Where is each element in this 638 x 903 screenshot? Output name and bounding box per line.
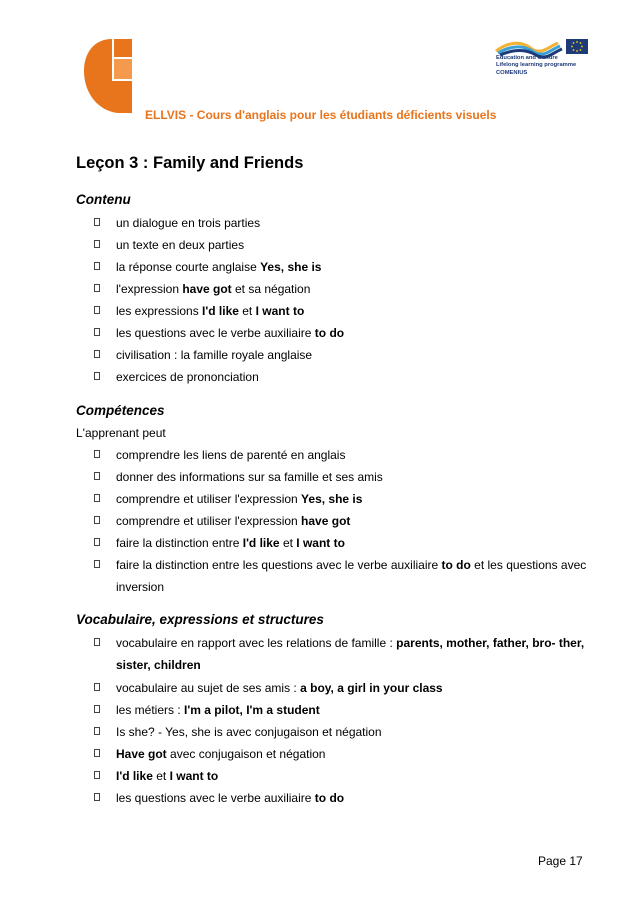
list-item-text xyxy=(116,699,592,721)
list-item xyxy=(94,466,592,488)
bullet-icon xyxy=(94,538,100,546)
list-item xyxy=(94,554,592,598)
bold-text: to do xyxy=(314,791,345,805)
text-run: Is she? - Yes, she is avec conjugaison et négation xyxy=(116,725,382,739)
list-item xyxy=(94,322,592,344)
bullet-icon xyxy=(94,284,100,292)
text-run: exercices de prononciation xyxy=(116,370,259,384)
text-run: les expressions xyxy=(116,304,203,318)
bullet-icon xyxy=(94,218,100,226)
list-item-text xyxy=(116,300,592,322)
bullet-icon xyxy=(94,328,100,336)
list-item xyxy=(94,256,592,278)
bullet-icon xyxy=(94,793,100,801)
list-item xyxy=(94,278,592,300)
bullet-icon xyxy=(94,727,100,735)
list-item-text xyxy=(116,278,592,300)
list-item-text xyxy=(116,322,592,344)
list-item-text xyxy=(116,366,592,388)
eu-line-3: COMENIUS xyxy=(496,69,528,76)
text-run: faire la distinction entre les questions avec le verbe auxiliaire xyxy=(116,558,442,572)
text-run: comprendre et utiliser l'expression xyxy=(116,492,302,506)
page-number: Page 17 xyxy=(538,854,583,868)
list-item xyxy=(94,743,592,765)
bullet-icon xyxy=(94,450,100,458)
list-item xyxy=(94,366,592,388)
bullet-icon xyxy=(94,372,100,380)
bold-text: I want to xyxy=(296,536,345,550)
text-run: un texte en deux parties xyxy=(116,238,245,252)
eu-line-2: Lifelong learning programme xyxy=(496,62,577,69)
text-run: comprendre les liens de parenté en anglais xyxy=(116,448,346,462)
text-run: la réponse courte anglaise xyxy=(116,260,261,274)
bold-text: I want to xyxy=(255,304,305,318)
list-item xyxy=(94,787,592,809)
list-item-text xyxy=(116,488,592,510)
text-run: les questions avec le verbe auxiliaire xyxy=(116,326,315,340)
list-item xyxy=(94,632,592,676)
bullet-icon xyxy=(94,472,100,480)
bullet-icon xyxy=(94,638,100,646)
text-run: faire la distinction entre xyxy=(116,536,243,550)
text-run: et xyxy=(152,769,170,783)
text-run: un dialogue en trois parties xyxy=(116,216,261,230)
list-item xyxy=(94,488,592,510)
bullet-icon xyxy=(94,494,100,502)
list-item xyxy=(94,510,592,532)
bold-text: I'd like xyxy=(116,769,153,783)
list-item-text xyxy=(116,532,592,554)
text-run: donner des informations sur sa famille et ses amis xyxy=(116,470,383,484)
bullet-icon xyxy=(94,705,100,713)
bullet-icon xyxy=(94,683,100,691)
list-item-text xyxy=(116,256,592,278)
bold-text: to do xyxy=(314,326,345,340)
text-run: comprendre et utiliser l'expression xyxy=(116,514,302,528)
text-run: les métiers : xyxy=(116,703,185,717)
list-item-text xyxy=(116,444,592,466)
text-run: avec conjugaison et négation xyxy=(166,747,326,761)
section-heading-competences: Compétences xyxy=(76,403,165,418)
ellvis-logo xyxy=(82,37,134,115)
text-run: et les questions avec inversion xyxy=(116,558,587,594)
bold-text: Yes, she is xyxy=(260,260,322,274)
list-item-text xyxy=(116,344,592,366)
list-item-text xyxy=(116,554,592,598)
list-item-text xyxy=(116,632,592,676)
bullet-icon xyxy=(94,771,100,779)
text-run: vocabulaire en rapport avec les relations de famille : xyxy=(116,636,397,650)
text-run: et xyxy=(279,536,297,550)
text-run: et sa négation xyxy=(231,282,311,296)
bullet-icon xyxy=(94,516,100,524)
bold-text: I want to xyxy=(169,769,219,783)
list-item xyxy=(94,212,592,234)
list-item xyxy=(94,721,592,743)
bold-text: Yes, she is xyxy=(301,492,363,506)
list-item xyxy=(94,765,592,787)
list-item xyxy=(94,300,592,322)
eu-programme-text xyxy=(496,55,606,77)
bullet-icon xyxy=(94,306,100,314)
eu-line-1: Education and Culture xyxy=(496,55,558,61)
section-heading-vocabulaire: Vocabulaire, expressions et structures xyxy=(76,612,324,627)
bullet-icon xyxy=(94,560,100,568)
list-item-text xyxy=(116,721,592,743)
list-item-text xyxy=(116,743,592,765)
text-run: les questions avec le verbe auxiliaire xyxy=(116,791,315,805)
list-item-text xyxy=(116,212,592,234)
bold-text: a boy, a girl in your class xyxy=(300,681,443,695)
list-item-text xyxy=(116,677,592,699)
text-run: l'expression xyxy=(116,282,183,296)
lesson-title: Leçon 3 : Family and Friends xyxy=(76,154,304,172)
bold-text: have got xyxy=(182,282,232,296)
list-item xyxy=(94,532,592,554)
bullet-icon xyxy=(94,240,100,248)
list-item-text xyxy=(116,234,592,256)
list-item xyxy=(94,234,592,256)
text-run: civilisation : la famille royale anglaise xyxy=(116,348,313,362)
course-subtitle: ELLVIS - Cours d'anglais pour les étudiants déficients visuels xyxy=(145,108,497,122)
bold-text: parents, mother, father, bro- ther, sister, children xyxy=(116,636,585,672)
bold-text: Have got xyxy=(116,747,167,761)
section-heading-contenu: Contenu xyxy=(76,192,131,207)
bold-text: have got xyxy=(301,514,351,528)
list-item xyxy=(94,444,592,466)
bold-text: I'm a pilot, I'm a student xyxy=(184,703,320,717)
list-item-text xyxy=(116,510,592,532)
competences-intro: L'apprenant peut xyxy=(76,426,166,440)
bold-text: I'd like xyxy=(202,304,239,318)
list-item xyxy=(94,677,592,699)
bold-text: I'd like xyxy=(242,536,280,550)
list-item-text xyxy=(116,765,592,787)
bullet-icon xyxy=(94,350,100,358)
list-item-text xyxy=(116,787,592,809)
list-item xyxy=(94,344,592,366)
bullet-icon xyxy=(94,262,100,270)
bold-text: to do xyxy=(441,558,471,572)
text-run: et xyxy=(238,304,256,318)
list-item xyxy=(94,699,592,721)
list-item-text xyxy=(116,466,592,488)
bullet-icon xyxy=(94,749,100,757)
text-run: vocabulaire au sujet de ses amis : xyxy=(116,681,301,695)
